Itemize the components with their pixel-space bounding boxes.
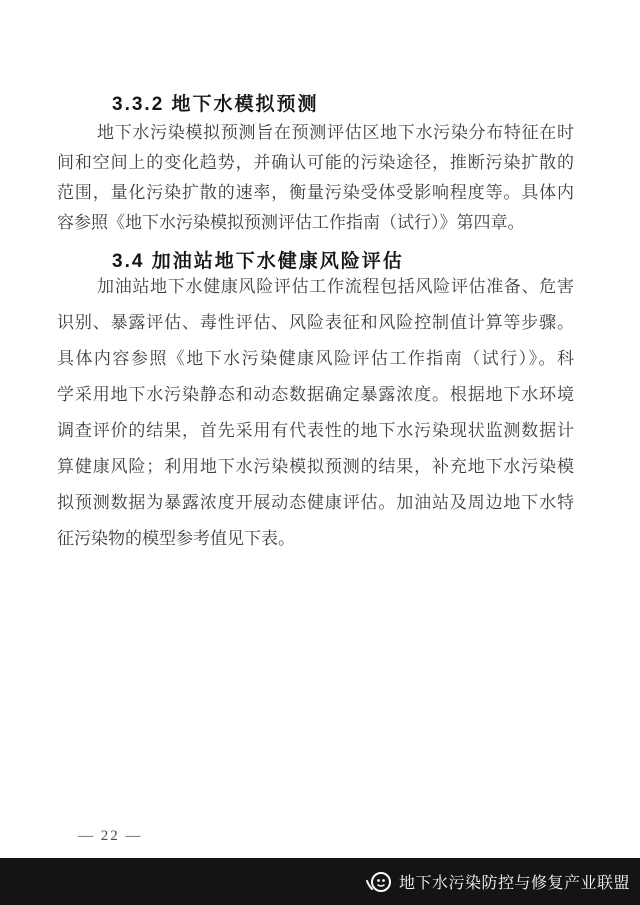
paragraph-health-risk-assessment <box>57 269 574 557</box>
footer-watermark-bar <box>0 858 640 905</box>
text-line: 容参照《地下水污染模拟预测评估工作指南（试行）》第四章。 <box>57 213 525 232</box>
text-line: 学采用地下水污染静态和动态数据确定暴露浓度。根据地下水环境 <box>57 385 574 404</box>
text-line: 间和空间上的变化趋势，并确认可能的污染途径，推断污染扩散的 <box>57 153 574 172</box>
footer-brand-text: 地下水污染防控与修复产业联盟 <box>398 875 630 892</box>
text-line: 识别、暴露评估、毒性评估、风险表征和风险控制值计算等步骤。 <box>57 313 574 332</box>
text-line: 范围，量化污染扩散的速率，衡量污染受体受影响程度等。具体内 <box>57 183 574 202</box>
text-line: 拟预测数据为暴露浓度开展动态健康评估。加油站及周边地下水特 <box>57 493 574 512</box>
text-line: 算健康风险；利用地下水污染模拟预测的结果，补充地下水污染模 <box>57 457 574 476</box>
text-line: 调查评价的结果，首先采用有代表性的地下水污染现状监测数据计 <box>57 421 574 440</box>
text-line: 征污染物的模型参考值见下表。 <box>57 529 295 548</box>
paragraph-simulation-prediction <box>57 118 574 238</box>
section-heading-3-4: 3.4 加油站地下水健康风险评估 <box>112 251 404 272</box>
text-line: 加油站地下水健康风险评估工作流程包括风险评估准备、危害 <box>97 277 574 296</box>
text-line: 具体内容参照《地下水污染健康风险评估工作指南（试行）》。科 <box>57 349 574 368</box>
section-heading-3-3-2: 3.3.2 地下水模拟预测 <box>112 94 319 115</box>
text-line: 地下水污染模拟预测旨在预测评估区地下水污染分布特征在时 <box>97 123 574 142</box>
alliance-logo-icon <box>366 869 392 895</box>
page-number: — 22 — <box>78 828 143 844</box>
